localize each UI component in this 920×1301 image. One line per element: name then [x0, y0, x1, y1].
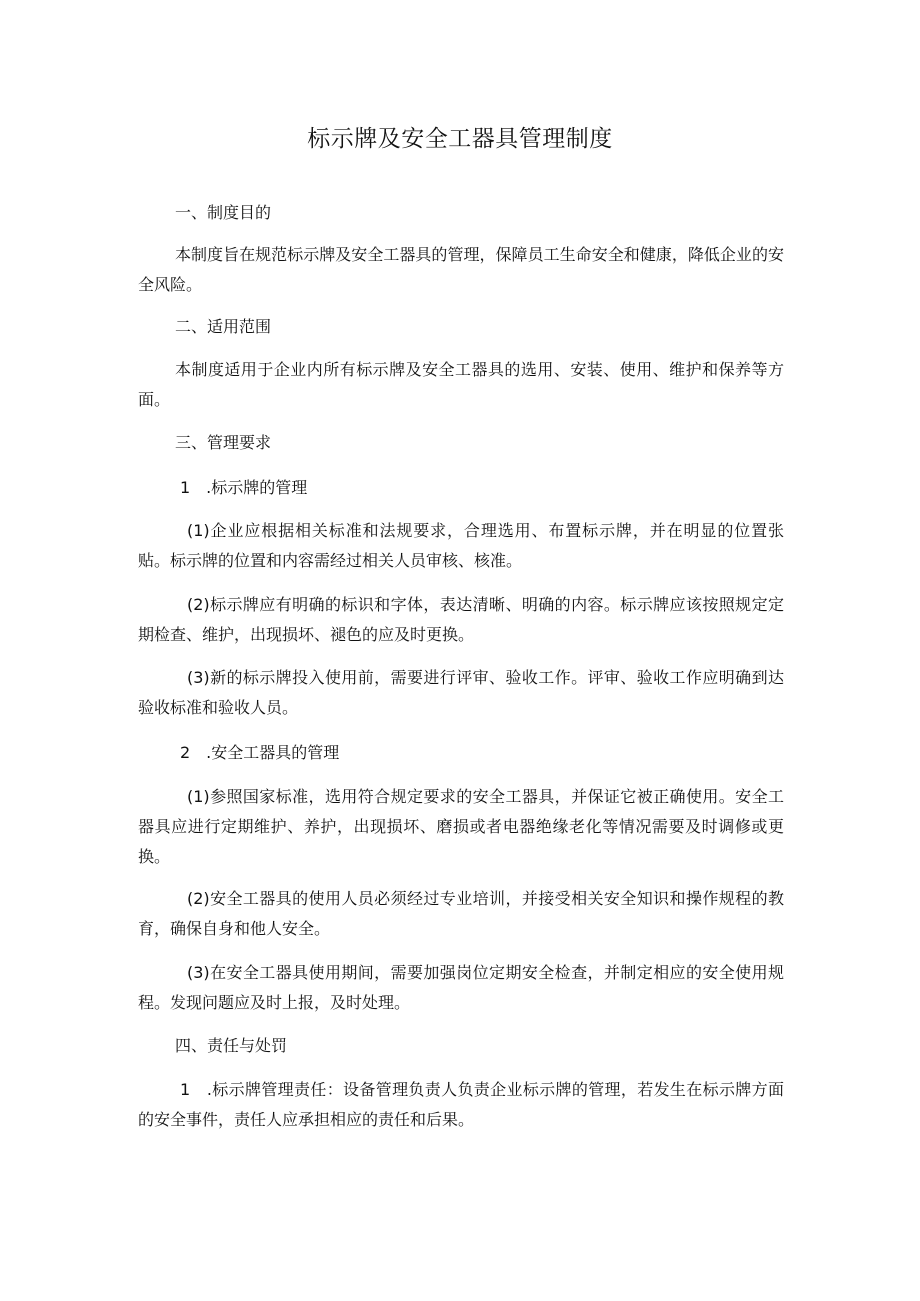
paragraph-purpose: 本制度旨在规范标示牌及安全工器具的管理，保障员工生命安全和健康，降低企业的安全风险。	[138, 245, 784, 294]
list-item-tool-1: (1)参照国家标准，选用符合规定要求的安全工器具，并保证它被正确使用。安全工器具应进行定期维护、养护，出现损坏、磨损或者电器绝缘老化等情况需要及时调修或更换。	[138, 787, 784, 866]
section-heading-requirements: 三、管理要求	[175, 433, 272, 452]
section-heading-purpose: 一、制度目的	[175, 203, 272, 222]
paragraph-scope: 本制度适用于企业内所有标示牌及安全工器具的选用、安装、使用、维护和保养等方面。	[138, 360, 784, 409]
section-heading-responsibility: 四、责任与处罚	[175, 1036, 288, 1055]
list-item-tool-3: (3)在安全工器具使用期间，需要加强岗位定期安全检查，并制定相应的安全使用规程。发现问题应及时上报，及时处理。	[138, 963, 784, 1012]
document-title: 标示牌及安全工器具管理制度	[307, 126, 613, 152]
subheading-sign-management: 1 .标示牌的管理	[180, 478, 308, 497]
list-item-sign-3: (3)新的标示牌投入使用前，需要进行评审、验收工作。评审、验收工作应明确到达验收标准和验收人员。	[138, 668, 784, 717]
section-heading-scope: 二、适用范围	[175, 317, 272, 336]
subheading-tool-management: 2 .安全工器具的管理	[180, 743, 340, 762]
paragraph-sign-responsibility: 1 .标示牌管理责任：设备管理负责人负责企业标示牌的管理，若发生在标示牌方面的安全事件，责任人应承担相应的责任和后果。	[138, 1080, 784, 1129]
list-item-tool-2: (2)安全工器具的使用人员必须经过专业培训，并接受相关安全知识和操作规程的教育，确保自身和他人安全。	[138, 889, 784, 938]
list-item-sign-2: (2)标示牌应有明确的标识和字体，表达清晰、明确的内容。标示牌应该按照规定定期检查、维护，出现损坏、褪色的应及时更换。	[138, 595, 784, 644]
list-item-sign-1: (1)企业应根据相关标准和法规要求，合理选用、布置标示牌，并在明显的位置张贴。标示牌的位置和内容需经过相关人员审核、核准。	[138, 521, 784, 570]
